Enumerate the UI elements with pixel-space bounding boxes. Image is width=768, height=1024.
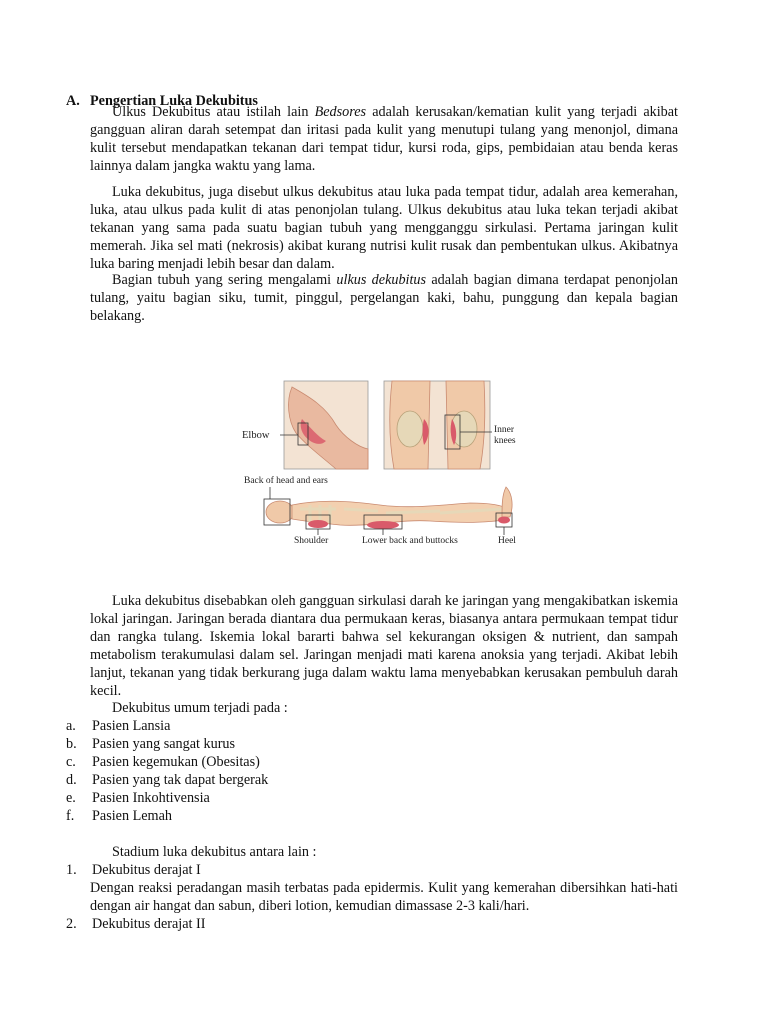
list-item-text: Pasien yang tak dapat bergerak: [92, 772, 269, 788]
label-shoulder: Shoulder: [294, 536, 329, 546]
list-item-text: Pasien Inkohtivensia: [92, 790, 210, 806]
para1-text-a: Ulkus Dekubitus atau istilah lain: [112, 104, 315, 120]
list-item-marker: f.: [66, 808, 75, 824]
list-item-marker: d.: [66, 772, 77, 788]
list-item-marker: b.: [66, 736, 77, 752]
stage-1-marker: 1.: [66, 862, 77, 878]
para3-text-a: Bagian tubuh yang sering mengalami: [112, 272, 337, 288]
list-item: [66, 735, 268, 753]
patient-list: [66, 717, 268, 825]
list-intro: Dekubitus umum terjadi pada :: [112, 700, 288, 716]
section-title: Pengertian Luka Dekubitus: [90, 93, 258, 109]
list-item-text: Pasien Lemah: [92, 808, 172, 824]
list-item: [66, 771, 268, 789]
label-elbow: Elbow: [242, 430, 270, 441]
label-inner-knees-1: Inner: [494, 425, 515, 435]
stage-1-item: [66, 861, 201, 879]
list-item-marker: a.: [66, 718, 76, 734]
para3-emphasis: ulkus dekubitus: [336, 272, 427, 288]
stage-1-title: Dekubitus derajat I: [92, 862, 201, 878]
list-item-text: Pasien yang sangat kurus: [92, 736, 236, 752]
list-item: [66, 717, 268, 735]
label-lower-back: Lower back and buttocks: [362, 536, 458, 546]
para1-emphasis: Bedsores: [314, 104, 367, 120]
label-back-of-head: Back of head and ears: [244, 476, 328, 486]
list-item: [66, 753, 268, 771]
stage-2-title: Dekubitus derajat II: [92, 916, 206, 932]
para3-text-b: adalah bagian dimana terdapat penonjolan tulang, yaitu bagian siku, tumit, pinggul, pergelangan kaki, bahu, punggung dan kepala bagian belakang.: [90, 272, 678, 324]
list-item-text: Pasien Lansia: [92, 718, 171, 734]
stage-1-description: Dengan reaksi peradangan masih terbatas pada epidermis. Kulit yang kemerahan dibersihkan hati-hati dengan air hangat dan sabun, diberi lotion, kemudian dimassase 2-3 kali/hari.: [90, 880, 678, 914]
label-inner-knees-2: knees: [494, 436, 516, 446]
anatomy-figure-svg: [240, 377, 532, 550]
list-item: [66, 789, 268, 807]
paragraph-description: Luka dekubitus, juga disebut ulkus dekubitus atau luka pada tempat tidur, adalah area kemerahan, luka, atau ulkus pada kulit di atas penonjolan tulang. Ulkus dekubitus atau luka tekan terjadi akibat tekanan yang sama pada suatu bagian tubuh yang mengganggu sirkulasi. Pertama jaringan kulit memerah. Jika sel mati (nekrosis) akibat kurang nutrisi kulit rusak dan pembentukan ulkus. Akibatnya luka baring menjadi lebih besar dan dalam.: [90, 184, 678, 272]
stadium-intro: Stadium luka dekubitus antara lain :: [112, 844, 317, 860]
paragraph-definition: [90, 103, 678, 175]
shoulder-wound: [308, 520, 328, 528]
list-item-text: Pasien kegemukan (Obesitas): [92, 754, 260, 770]
list-item-marker: e.: [66, 790, 76, 806]
pressure-points-illustration: [240, 377, 532, 550]
stage-2-item: [66, 915, 205, 933]
section-label: A.: [66, 93, 80, 109]
list-item: [66, 807, 268, 825]
label-heel: Heel: [498, 536, 516, 546]
para1-text-b: adalah kerusakan/kematian kulit yang terjadi akibat gangguan aliran darah setempat dan iritasi pada kulit yang menutupi tulang yang menonjol, dimana kulit tersebut mendapatkan tekanan dari tempat tidur, kursi roda, gips, pembidaian atau benda keras lainnya dalam jangka waktu yang lama.: [90, 104, 678, 174]
paragraph-body-parts: [90, 271, 678, 325]
buttocks-wound: [367, 521, 399, 529]
list-item-marker: c.: [66, 754, 76, 770]
paragraph-causes: Luka dekubitus disebabkan oleh gangguan sirkulasi darah ke jaringan yang mengakibatkan iskemia lokal jaringan. Jaringan berada diantara dua permukaan keras, biasanya antara permukaan tempat tidur dan rangka tulang. Iskemia lokal bararti bahwa sel kekurangan oksigen & nutrient, dan sampah metabolism terakumulasi dalam sel. Jaringan menjadi mati karena anoksia yang terjadi. Akibat lebih lanjut, tekanan yang tidak berkurang juga dalam waktu lama menyebabkan kerusakan pembuluh darah kecil.: [90, 593, 678, 699]
stage-2-marker: 2.: [66, 916, 77, 932]
heel-wound: [498, 517, 510, 524]
left-kneecap: [397, 411, 423, 447]
foot-shape: [502, 487, 512, 517]
